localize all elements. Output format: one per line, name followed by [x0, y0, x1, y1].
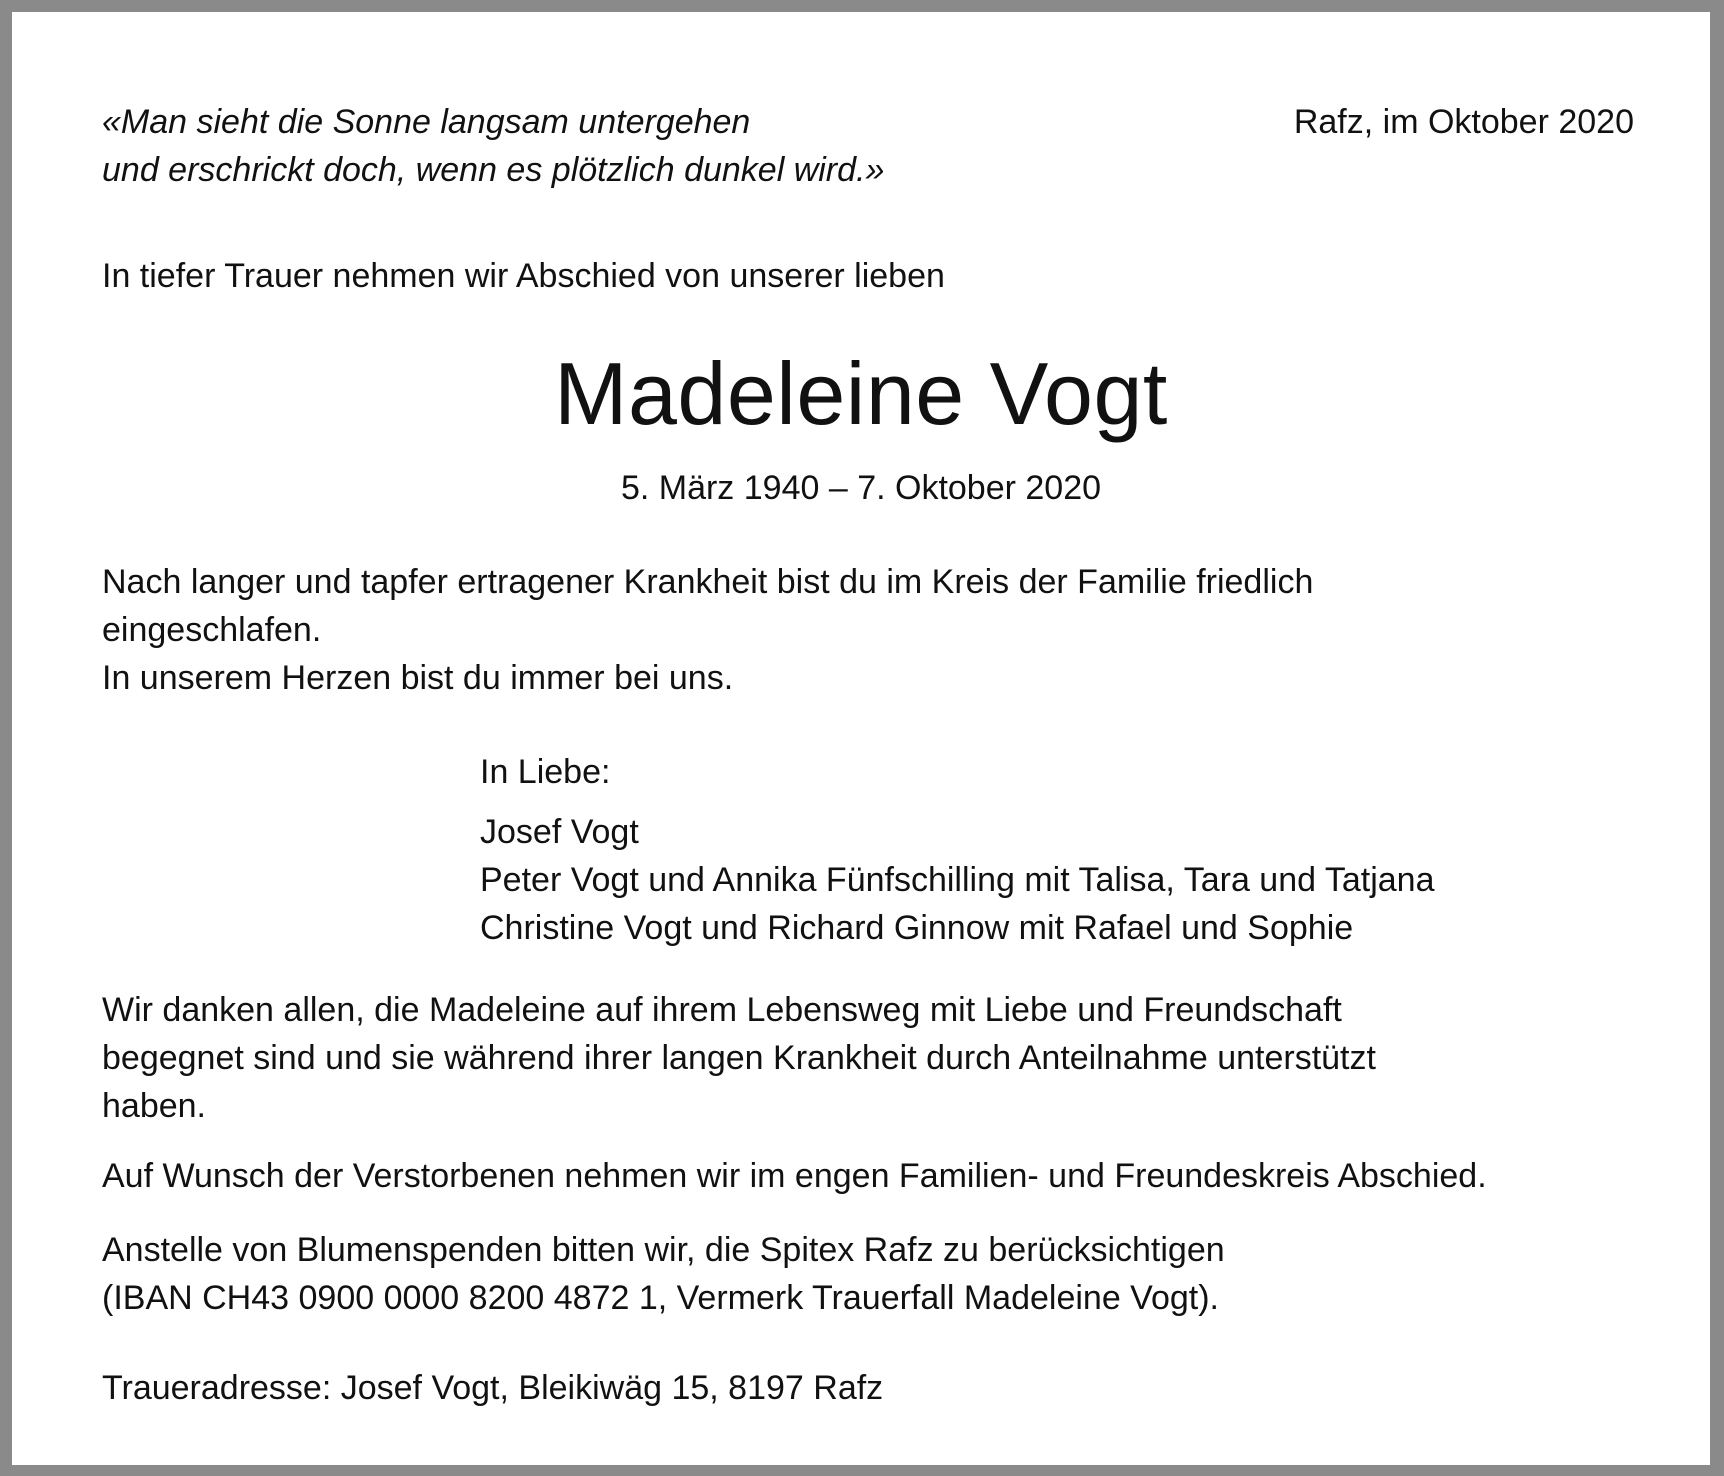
quote: [102, 98, 884, 194]
life-dates: 5. März 1940 – 7. Oktober 2020: [620, 469, 1102, 507]
donation-request: [102, 1226, 1662, 1322]
quote-line-1: «Man sieht die Sonne langsam untergehen: [102, 103, 751, 141]
mourner-name: Christine Vogt und Richard Ginnow mit Rafael und Sophie: [480, 909, 1354, 947]
farewell-message-line-1: Nach langer und tapfer ertragener Krankheit bist du im Kreis der Familie friedlich: [102, 563, 1314, 601]
mourners-list: [480, 808, 1435, 952]
donation-line-1: Anstelle von Blumenspenden bitten wir, die Spitex Rafz zu berücksichtigen: [102, 1231, 1225, 1269]
mourning-address: Traueradresse: Josef Vogt, Bleikiwäg 15, 8197 Rafz: [102, 1369, 884, 1407]
quote-line-2: und erschrickt doch, wenn es plötzlich dunkel wird.»: [102, 151, 885, 189]
farewell-message-line-3: In unserem Herzen bist du immer bei uns.: [102, 659, 734, 697]
place-date: Rafz, im Oktober 2020: [1293, 103, 1634, 141]
donation-line-2: (IBAN CH43 0900 0000 8200 4872 1, Vermerk Trauerfall Madeleine Vogt).: [102, 1279, 1220, 1317]
mourners-heading: In Liebe:: [480, 753, 611, 791]
thanks-line-2: begegnet sind und sie während ihrer langen Krankheit durch Anteilnahme unterstützt: [102, 1039, 1376, 1077]
farewell-message-line-2: eingeschlafen.: [102, 611, 322, 649]
mourner-name: Josef Vogt: [480, 813, 639, 851]
farewell-wish: Auf Wunsch der Verstorbenen nehmen wir im engen Familien- und Freundeskreis Abschied.: [102, 1157, 1487, 1195]
farewell-message: [102, 558, 1662, 702]
mourner-name: Peter Vogt und Annika Fünfschilling mit Talisa, Tara und Tatjana: [480, 861, 1435, 899]
deceased-name: Madeleine Vogt: [554, 344, 1168, 443]
obituary-notice: [12, 12, 1710, 1465]
thanks-line-1: Wir danken allen, die Madeleine auf ihrem Lebensweg mit Liebe und Freundschaft: [102, 991, 1342, 1029]
thanks-line-3: haben.: [102, 1087, 206, 1125]
intro-text: In tiefer Trauer nehmen wir Abschied von unserer lieben: [102, 257, 945, 295]
thanks-paragraph: [102, 986, 1662, 1130]
